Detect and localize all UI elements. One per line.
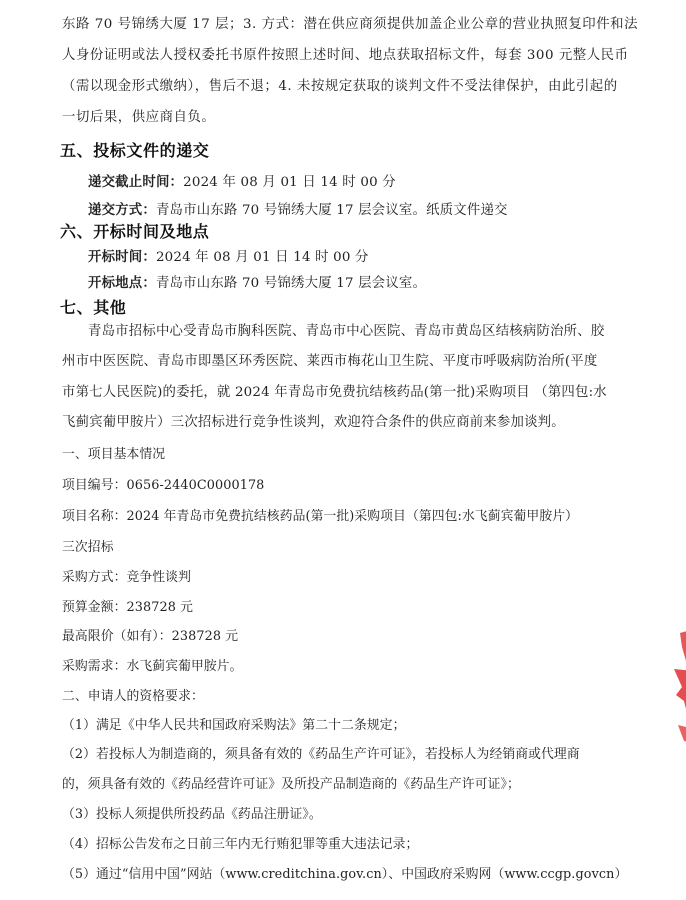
- demand-value: 水飞蓟宾葡甲胺片。: [126, 659, 243, 674]
- paragraph-line: 人身份证明或法人授权委托书原件按照上述时间、地点获取招标文件，每套 300 元整人民币: [62, 48, 629, 63]
- qualification-heading: 二、申请人的资格要求：: [62, 689, 204, 704]
- demand-label: 采购需求：: [62, 659, 127, 674]
- section-heading-5: 五、投标文件的递交: [60, 141, 210, 160]
- budget-row: [62, 599, 193, 617]
- max-price-value: 238728 元: [171, 629, 239, 644]
- project-number-row: [62, 477, 264, 495]
- open-place-row: [88, 274, 426, 293]
- paragraph-line: 青岛市招标中心受青岛市胸科医院、青岛市中心医院、青岛市黄岛区结核病防治所、胶: [88, 324, 605, 339]
- qualification-item: （3）投标人须提供所投药品《药品注册证》。: [62, 807, 322, 822]
- max-price-row: [62, 628, 238, 646]
- submit-method-label: 递交方式：: [88, 202, 156, 218]
- submit-method-row: [88, 201, 508, 220]
- qualification-item: （2）若投标人为制造商的，须具备有效的《药品生产许可证》，若投标人为经销商或代理商: [62, 747, 580, 762]
- project-number-value: 0656-2440C0000178: [126, 478, 265, 493]
- qualification-item: （5）通过“信用中国”网站（www.creditchina.gov.cn）、中国政府采购网（www.ccgp.govcn）: [62, 867, 628, 882]
- project-name-label: 项目名称：: [62, 509, 127, 524]
- budget-value: 238728 元: [126, 600, 193, 615]
- section-heading-6: 六、开标时间及地点: [60, 222, 210, 241]
- procurement-method-row: [62, 569, 191, 587]
- paragraph-line: 一切后果，供应商自负。: [62, 110, 216, 125]
- budget-label: 预算金额：: [62, 600, 127, 615]
- qualification-item: 的，须具备有效的《药品经营许可证》及所投产品制造商的《药品生产许可证》；: [62, 777, 520, 792]
- paragraph-line: （需以现金形式缴纳），售后不退；4. 未按规定获取的谈判文件不受法律保护，由此引起的: [62, 79, 618, 94]
- basic-info-heading: 一、项目基本情况: [62, 447, 166, 462]
- project-number-label: 项目编号：: [62, 478, 127, 493]
- qualification-item: （1）满足《中华人民共和国政府采购法》第二十二条规定；: [62, 718, 406, 733]
- deadline-row: [88, 173, 396, 192]
- red-seal-stamp: [660, 625, 686, 745]
- section-heading-7: 七、其他: [60, 298, 127, 317]
- open-place-label: 开标地点：: [88, 275, 156, 291]
- demand-row: [62, 658, 243, 676]
- paragraph-line: 市第七人民医院)的委托，就 2024 年青岛市免费抗结核药品(第一批)采购项目 （第四包:水: [62, 385, 607, 400]
- paragraph-line: 州市中医医院、青岛市即墨区环秀医院、莱西市梅花山卫生院、平度市呼吸病防治所(平度: [62, 354, 598, 369]
- deadline-value: 2024 年 08 月 01 日 14 时 00 分: [183, 175, 396, 190]
- open-place-value: 青岛市山东路 70 号锦绣大厦 17 层会议室。: [155, 276, 427, 291]
- submit-method-value: 青岛市山东路 70 号锦绣大厦 17 层会议室。纸质文件递交: [155, 203, 508, 218]
- open-time-row: [88, 248, 369, 267]
- paragraph-line: 东路 70 号锦绣大厦 17 层；3. 方式：潜在供应商须提供加盖企业公章的营业执照复印件和法: [62, 17, 639, 32]
- open-time-label: 开标时间：: [88, 249, 156, 265]
- paragraph-line: 飞蓟宾葡甲胺片）三次招标进行竞争性谈判，欢迎符合条件的供应商前来参加谈判。: [62, 415, 565, 430]
- procurement-method-value: 竞争性谈判: [126, 570, 191, 585]
- procurement-method-label: 采购方式：: [62, 570, 127, 585]
- qualification-item: （4）招标公告发布之日前三年内无行贿犯罪等重大违法记录；: [62, 837, 419, 852]
- max-price-label: 最高限价（如有）：: [62, 629, 172, 644]
- deadline-label: 递交截止时间：: [88, 174, 184, 190]
- project-name-continuation: 三次招标: [62, 540, 114, 555]
- project-name-row: [62, 508, 578, 526]
- open-time-value: 2024 年 08 月 01 日 14 时 00 分: [155, 250, 369, 265]
- project-name-value: 2024 年青岛市免费抗结核药品(第一批)采购项目（第四包:水飞蓟宾葡甲胺片）: [126, 509, 579, 524]
